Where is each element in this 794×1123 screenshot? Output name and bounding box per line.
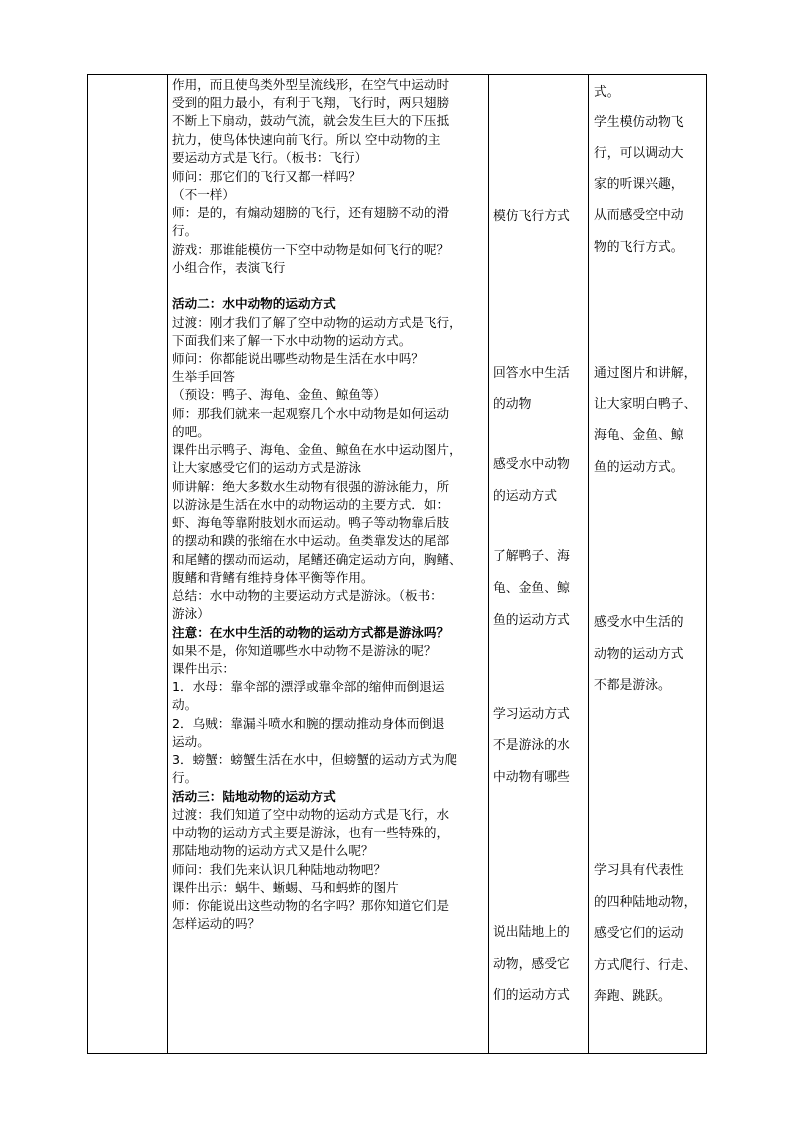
student-activity-line: 们的运动方式 (493, 988, 570, 1003)
teaching-text-line: （不一样） (172, 187, 235, 202)
teaching-text-line: 下面我们来了解一下水中动物的运动方式。 (172, 333, 412, 348)
teaching-text-line: 怎样运动的吗？ (172, 916, 261, 931)
teaching-text-line: 课件出示：蜗牛、蜥蜴、马和蚂蚱的图片 (172, 880, 399, 895)
teaching-text-line: 师：是的，有煽动翅膀的飞行，还有翅膀不动的滑 (172, 205, 450, 220)
teaching-text-line: 生举手回答 (172, 369, 235, 384)
student-activity-line: 中动物有哪些 (493, 770, 570, 785)
student-activity-line: 不是游泳的水 (493, 738, 570, 753)
column-divider (588, 75, 589, 1053)
design-intent-line: 感受它们的运动 (594, 926, 684, 941)
teaching-text-line: 运动。 (172, 734, 210, 749)
design-intent-line: 的四种陆地动物， (594, 895, 697, 910)
teaching-text-line: 活动二：水中动物的运动方式 (172, 296, 336, 311)
teaching-text-line: 腹鳍和背鳍有维持身体平衡等作用。 (172, 570, 374, 585)
teaching-text-line: 师讲解：绝大多数水生动物有很强的游泳能力，所 (172, 479, 450, 494)
teaching-text-line: 作用，而且使鸟类外型呈流线形，在空气中运动时 (172, 77, 450, 92)
teaching-text-line: 课件出示： (172, 661, 235, 676)
teaching-text-line: 中动物的运动方式主要是游泳，也有一些特殊的， (172, 825, 450, 840)
student-activity-line: 回答水中生活 (493, 366, 570, 381)
student-activity-line: 感受水中动物 (493, 457, 570, 472)
column-divider (488, 75, 489, 1053)
teaching-text-line: 抗力，使鸟体快速向前飞行。所以 空中动物的主 (172, 132, 441, 147)
design-intent-line: 奔跑、跳跃。 (594, 989, 671, 1004)
student-activity-line: 了解鸭子、海 (493, 549, 570, 564)
teaching-text-line: 动。 (172, 697, 198, 712)
teaching-text-line: 的吧。 (172, 424, 210, 439)
teaching-text-line: 游戏：那谁能模仿一下空中动物是如何飞行的呢？ (172, 242, 450, 257)
teaching-text-line: 以游泳是生活在水中的动物运动的主要方式．如： (172, 497, 450, 512)
student-activity-line: 龟、金鱼、鲸 (493, 581, 570, 596)
teaching-text-line: （预设：鸭子、海龟、金鱼、鲸鱼等） (172, 387, 387, 402)
student-activity-line: 说出陆地上的 (493, 925, 570, 940)
lesson-plan-table (87, 74, 707, 1054)
teaching-text-line: 过渡：刚才我们了解了空中动物的运动方式是飞行， (172, 315, 462, 330)
teaching-text-line: 师：你能说出这些动物的名字吗？那你知道它们是 (172, 898, 450, 913)
student-activity-line: 的运动方式 (493, 489, 557, 504)
teaching-text-line: 师问：你都能说出哪些动物是生活在水中吗？ (172, 351, 424, 366)
student-activity-line: 学习运动方式 (493, 707, 570, 722)
design-intent-line: 家的听课兴趣， (594, 177, 684, 192)
design-intent-line: 学生模仿动物飞 (594, 115, 684, 130)
teaching-text-line: 过渡：我们知道了空中动物的运动方式是飞行，水 (172, 807, 450, 822)
teaching-text-line: 2．乌贼：靠漏斗喷水和腕的摆动推动身体而倒退 (172, 716, 445, 731)
teaching-text-line: 注意：在水中生活的动物的运动方式都是游泳吗？ (172, 625, 450, 640)
teaching-text-line: 那陆地动物的运动方式又是什么呢？ (172, 843, 374, 858)
design-intent-line: 不都是游泳。 (594, 678, 671, 693)
design-intent-line: 感受水中生活的 (594, 615, 684, 630)
teaching-text-line: 1．水母：靠伞部的漂浮或靠伞部的缩伸而倒退运 (172, 679, 445, 694)
design-intent-line: 让大家明白鸭子、 (594, 397, 697, 412)
teaching-text-line: 师问：那它们的飞行又都一样吗？ (172, 169, 361, 184)
student-activity-line: 模仿飞行方式 (493, 209, 570, 224)
teaching-text-line: 和尾鳍的摆动而运动，尾鳍还确定运动方向，胸鳍、 (172, 552, 462, 567)
teaching-text-line: 行。 (172, 770, 198, 785)
teaching-text-line: 师问：我们先来认识几种陆地动物吧？ (172, 862, 387, 877)
design-intent-line: 行，可以调动大 (594, 146, 684, 161)
student-activity-line: 鱼的运动方式 (493, 613, 570, 628)
teaching-text-line: 总结：水中动物的主要运动方式是游泳。（板书： (172, 588, 443, 603)
design-intent-line: 物的飞行方式。 (594, 240, 684, 255)
teaching-text-line: 受到的阻力最小，有利于飞翔，飞行时，两只翅膀 (172, 95, 450, 110)
teaching-text-line: 要运动方式是飞行。（板书：飞行） (172, 150, 368, 165)
design-intent-line: 方式爬行、行走、 (594, 958, 697, 973)
teaching-text-line: 师：那我们就来一起观察几个水中动物是如何运动 (172, 406, 450, 421)
teaching-text-line: 让大家感受它们的运动方式是游泳 (172, 460, 361, 475)
design-intent-line: 式。 (594, 85, 620, 100)
teaching-text-line: 的摆动和蹼的张缩在水中运动。鱼类靠发达的尾部 (172, 533, 450, 548)
design-intent-line: 动物的运动方式 (594, 647, 684, 662)
student-activity-line: 的动物 (493, 397, 532, 412)
design-intent-line: 海龟、金鱼、鲸 (594, 428, 684, 443)
design-intent-line: 通过图片和讲解， (594, 366, 697, 381)
teaching-text-line: 游泳） (172, 606, 210, 621)
teaching-text-line: 行。 (172, 223, 198, 238)
design-intent-line: 鱼的运动方式。 (594, 460, 684, 475)
teaching-text-line: 不断上下扇动，鼓动气流，就会发生巨大的下压抵 (172, 113, 450, 128)
teaching-text-line: 3．螃蟹：螃蟹生活在水中，但螃蟹的运动方式为爬 (172, 752, 458, 767)
teaching-text-line: 虾、海龟等靠附肢划水而运动。鸭子等动物靠后肢 (172, 515, 450, 530)
teaching-text-line: 如果不是，你知道哪些水中动物不是游泳的呢？ (172, 643, 437, 658)
teaching-text-line: 小组合作，表演飞行 (172, 260, 286, 275)
teaching-text-line: 课件出示鸭子、海龟、金鱼、鲸鱼在水中运动图片， (172, 442, 462, 457)
student-activity-line: 动物，感受它 (493, 957, 570, 972)
design-intent-line: 学习具有代表性 (594, 863, 684, 878)
column-divider (167, 75, 168, 1053)
teaching-text-line: 活动三：陆地动物的运动方式 (172, 789, 336, 804)
design-intent-line: 从而感受空中动 (594, 208, 684, 223)
